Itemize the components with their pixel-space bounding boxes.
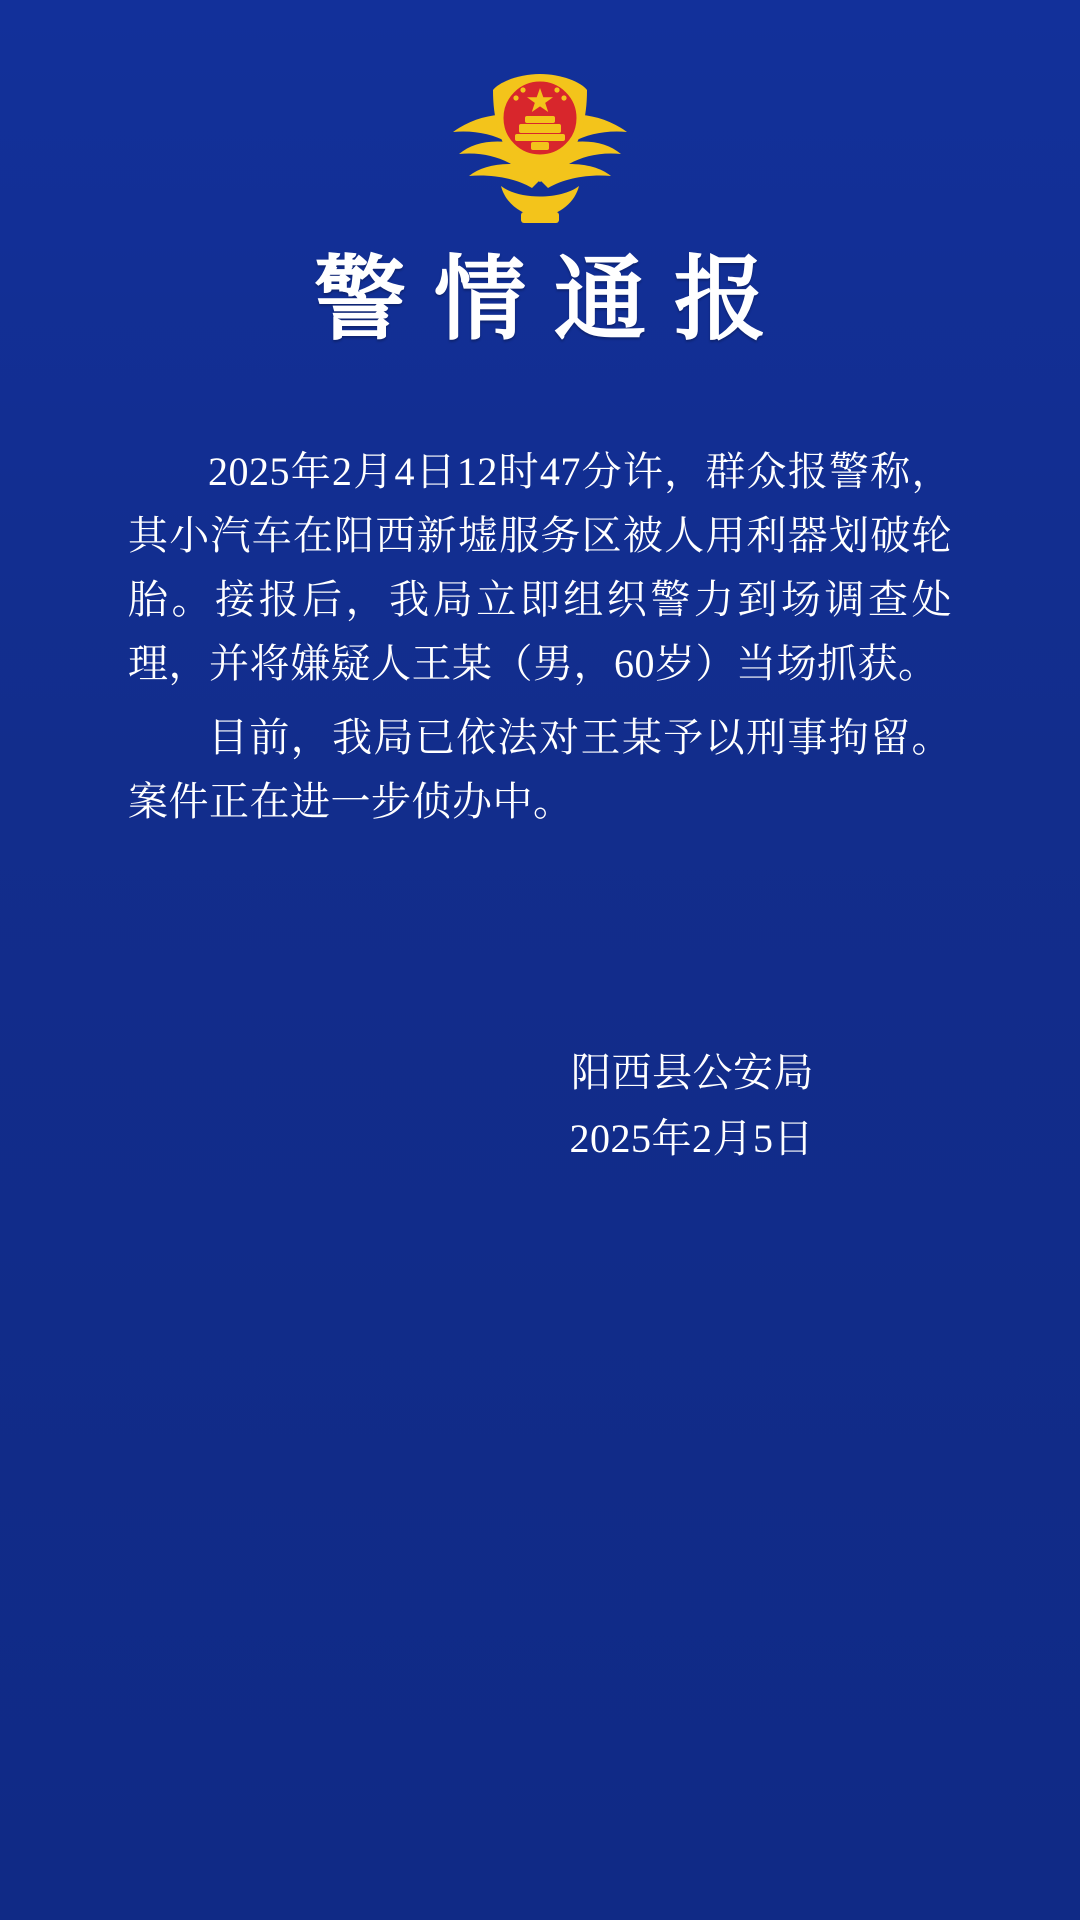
signature-block bbox=[0, 1040, 1080, 1172]
notice-paragraph: 2025年2月4日12时47分许，群众报警称，其小汽车在阳西新墟服务区被人用利器划破轮胎。接报后，我局立即组织警力到场调查处理，并将嫌疑人王某（男，60岁）当场抓获。 bbox=[128, 449, 952, 686]
notice-body bbox=[128, 440, 952, 844]
china-police-badge-icon bbox=[435, 60, 645, 230]
emblem-container bbox=[0, 60, 1080, 230]
signature-department: 阳西县公安局 bbox=[571, 1050, 814, 1095]
notice-paragraph: 目前，我局已依法对王某予以刑事拘留。案件正在进一步侦办中。 bbox=[128, 715, 952, 824]
signature-date: 2025年2月5日 bbox=[569, 1116, 814, 1161]
page-title: 警情通报 bbox=[313, 249, 794, 351]
